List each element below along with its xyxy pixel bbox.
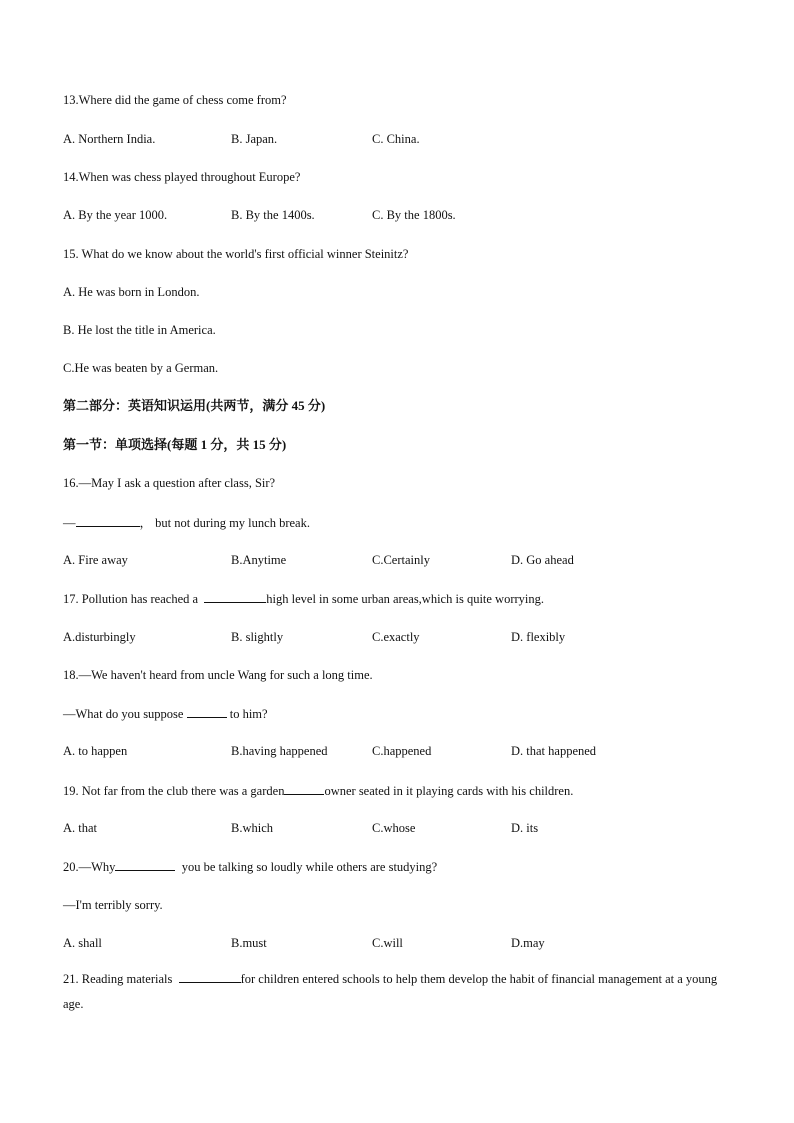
question-16-reply-end: ， but not during my lunch break. — [139, 516, 310, 530]
question-14-option-c: C. By the 1800s. — [372, 208, 456, 222]
question-17-option-d: D. flexibly — [511, 630, 566, 644]
question-20-stem-end: you be talking so loudly while others are studying? — [181, 860, 438, 874]
section-1-heading: 第一节：单项选择(每题 1 分，共 15 分) — [63, 437, 287, 452]
question-16-reply — [63, 514, 310, 531]
question-13-option-b: B. Japan. — [231, 132, 278, 146]
question-20-option-d: D.may — [511, 936, 545, 950]
question-20-option-b: B.must — [231, 936, 267, 950]
question-17-stem-start: 17. Pollution has reached a — [63, 592, 199, 606]
question-13-stem: 13.Where did the game of chess come from? — [63, 93, 287, 107]
question-17-stem-end: high level in some urban areas,which is quite worrying. — [266, 592, 545, 606]
question-19-option-d: D. its — [511, 821, 539, 835]
question-19-option-b: B.which — [231, 821, 274, 835]
question-15-option-a: A. He was born in London. — [63, 285, 200, 299]
question-21-stem — [63, 967, 733, 1017]
question-14-stem: 14.When was chess played throughout Europe? — [63, 170, 301, 184]
question-16-option-b: B.Anytime — [231, 553, 287, 567]
question-16-option-c: C.Certainly — [372, 553, 430, 567]
question-15-option-c: C.He was beaten by a German. — [63, 361, 219, 375]
answer-blank — [179, 970, 241, 983]
question-17-stem — [63, 590, 544, 607]
question-18-reply — [63, 705, 268, 722]
question-18-option-d: D. that happened — [511, 744, 597, 758]
question-18-reply-start: —What do you suppose — [63, 707, 184, 721]
question-17-option-a: A.disturbingly — [63, 630, 136, 644]
question-19-stem-start: 19. Not far from the club there was a garden — [63, 784, 285, 798]
question-14-option-b: B. By the 1400s. — [231, 208, 315, 222]
question-14-option-a: A. By the year 1000. — [63, 208, 168, 222]
question-13-option-a: A. Northern India. — [63, 132, 156, 146]
question-19-option-c: C.whose — [372, 821, 416, 835]
question-20-stem-start: 20.—Why — [63, 860, 116, 874]
question-15-option-b: B. He lost the title in America. — [63, 323, 216, 337]
question-20-option-a: A. shall — [63, 936, 102, 950]
question-15-stem: 15. What do we know about the world's first official winner Steinitz? — [63, 247, 409, 261]
question-16-reply-start: — — [63, 516, 76, 530]
answer-blank — [115, 858, 175, 871]
question-18-stem: 18.—We haven't heard from uncle Wang for such a long time. — [63, 668, 373, 682]
question-19-stem-end: owner seated in it playing cards with his children. — [324, 784, 574, 798]
answer-blank — [204, 590, 266, 603]
question-18-option-b: B.having happened — [231, 744, 328, 758]
answer-blank — [76, 514, 140, 527]
answer-blank — [187, 705, 227, 718]
part-2-heading: 第二部分：英语知识运用(共两节，满分 45 分) — [63, 398, 326, 413]
question-19-stem — [63, 782, 573, 799]
question-21-stem-start: 21. Reading materials — [63, 972, 173, 986]
question-17-option-b: B. slightly — [231, 630, 284, 644]
question-18-reply-end: to him? — [229, 707, 268, 721]
question-18-option-a: A. to happen — [63, 744, 128, 758]
question-20-option-c: C.will — [372, 936, 403, 950]
question-20-reply: —I'm terribly sorry. — [63, 898, 163, 912]
question-20-stem — [63, 858, 437, 875]
question-18-option-c: C.happened — [372, 744, 432, 758]
question-16-option-d: D. Go ahead — [511, 553, 574, 567]
question-21-stem-end: for children entered schools to help them develop the habit of financial management at a young age. — [63, 972, 718, 1011]
question-16-option-a: A. Fire away — [63, 553, 128, 567]
question-13-option-c: C. China. — [372, 132, 420, 146]
question-17-option-c: C.exactly — [372, 630, 420, 644]
answer-blank — [284, 782, 324, 795]
question-16-stem: 16.—May I ask a question after class, Sir? — [63, 476, 276, 490]
question-19-option-a: A. that — [63, 821, 98, 835]
